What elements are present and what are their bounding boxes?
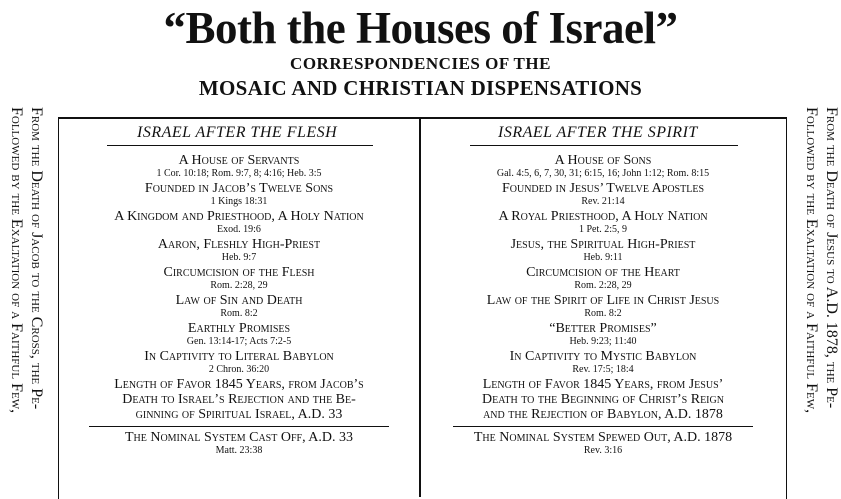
- final-entry-text: The Nominal System Cast Off, A.D. 33: [124, 430, 354, 445]
- entry-text: Jesus, the Spiritual High-Priest: [510, 237, 696, 252]
- entry-text: Law of Sin and Death: [175, 293, 303, 308]
- entry-text: A House of Servants: [178, 153, 300, 168]
- entry: [422, 237, 784, 263]
- favor-line: and the Rejection of Babylon, A.D. 1878: [483, 407, 723, 422]
- entry-text: A Royal Priesthood, A Holy Nation: [498, 209, 708, 224]
- favor-line: Death to the Beginning of Christ’s Reign: [482, 392, 724, 407]
- entry-reference: Rom. 2:28, 29: [210, 280, 268, 291]
- entry: [60, 293, 418, 319]
- entry-reference: 1 Pet. 2:5, 9: [578, 224, 628, 235]
- entry: [60, 153, 418, 179]
- left-margin-text: [0, 107, 46, 497]
- final-entry-reference: Rev. 3:16: [583, 445, 623, 456]
- entry: [422, 349, 784, 375]
- left-margin-line1: From the Death of Jacob to the Cross, the Pe-: [28, 107, 45, 410]
- entry-reference: Heb. 9:7: [221, 252, 257, 263]
- left-heading-rule: [107, 145, 373, 146]
- entry: [422, 265, 784, 291]
- entry-text: Earthly Promises: [187, 321, 291, 336]
- entry-reference: 1 Kings 18:31: [210, 196, 268, 207]
- entry-text: Law of the Spirit of Life in Christ Jesus: [486, 293, 720, 308]
- entry-reference: Rom. 8:2: [220, 308, 258, 319]
- entry-text: Aaron, Fleshly High-Priest: [157, 237, 321, 252]
- entry: [422, 181, 784, 207]
- entry-text: A Kingdom and Priesthood, A Holy Nation: [114, 209, 364, 224]
- entry: [422, 321, 784, 347]
- page-title: “Both the Houses of Israel”: [163, 3, 678, 53]
- left-margin-line2: Followed by the Exaltation of a Faithful Few,: [8, 107, 25, 414]
- entry: [60, 265, 418, 291]
- entry: [60, 209, 418, 235]
- left-column-heading: ISRAEL AFTER THE FLESH: [137, 124, 338, 141]
- entry: [60, 349, 418, 375]
- right-heading-rule: [470, 145, 738, 146]
- entry: [60, 237, 418, 263]
- entry-text: A House of Sons: [554, 153, 652, 168]
- entry-text: In Captivity to Mystic Babylon: [509, 349, 697, 364]
- entry-reference: Gen. 13:14-17; Acts 7:2-5: [186, 336, 292, 347]
- entry: [60, 181, 418, 207]
- entry-text: “Better Promises”: [549, 321, 657, 336]
- entry-reference: 2 Chron. 36:20: [208, 364, 270, 375]
- entry-reference: Heb. 9:11: [583, 252, 623, 263]
- entry: [422, 293, 784, 319]
- entry-reference: 1 Cor. 10:18; Rom. 9:7, 8; 4:16; Heb. 3:5: [156, 168, 322, 179]
- right-column: [422, 153, 784, 458]
- final-entry-text: The Nominal System Spewed Out, A.D. 1878: [473, 430, 733, 445]
- entry: [60, 321, 418, 347]
- subtitle-line1: CORRESPONDENCIES OF THE: [290, 54, 551, 73]
- section-rule: [89, 426, 389, 427]
- favor-line: Length of Favor 1845 Years, from Jacob’s: [114, 377, 364, 392]
- entry-reference: Rom. 2:28, 29: [574, 280, 632, 291]
- entry-reference: Exod. 19:6: [217, 224, 261, 235]
- entry-reference: Rev. 21:14: [581, 196, 625, 207]
- entry-text: Circumcision of the Flesh: [163, 265, 315, 280]
- favor-line: Death to Israel’s Rejection and the Be-: [122, 392, 356, 407]
- entry: [422, 209, 784, 235]
- entry-text: Circumcision of the Heart: [526, 265, 680, 280]
- favor-line: Length of Favor 1845 Years, from Jesus’: [482, 377, 724, 392]
- right-margin-line2: Followed by the Exaltation of a Faithful Few,: [803, 107, 820, 414]
- entry: [422, 153, 784, 179]
- final-entry-reference: Matt. 23:38: [215, 445, 263, 456]
- subtitle-line2: MOSAIC AND CHRISTIAN DISPENSATIONS: [198, 76, 643, 100]
- entry-text: Founded in Jacob’s Twelve Sons: [144, 181, 334, 196]
- entry-text: Founded in Jesus’ Twelve Apostles: [501, 181, 704, 196]
- right-margin-line1: From the Death of Jesus to A.D. 1878, the Pe-: [823, 107, 840, 409]
- entry-reference: Rev. 17:5; 18:4: [572, 364, 634, 375]
- entry-reference: Heb. 9:23; 11:40: [569, 336, 637, 347]
- favor-line: ginning of Spiritual Israel, A.D. 33: [135, 407, 343, 422]
- left-column: [60, 153, 418, 458]
- right-column-heading: ISRAEL AFTER THE SPIRIT: [498, 124, 698, 141]
- entry-reference: Gal. 4:5, 6, 7, 30, 31; 6:15, 16; John 1:12; Rom. 8:15: [496, 168, 710, 179]
- section-rule: [453, 426, 753, 427]
- column-divider: [419, 119, 421, 497]
- entry-reference: Rom. 8:2: [584, 308, 622, 319]
- entry-text: In Captivity to Literal Babylon: [144, 349, 334, 364]
- right-margin-text: [795, 107, 841, 497]
